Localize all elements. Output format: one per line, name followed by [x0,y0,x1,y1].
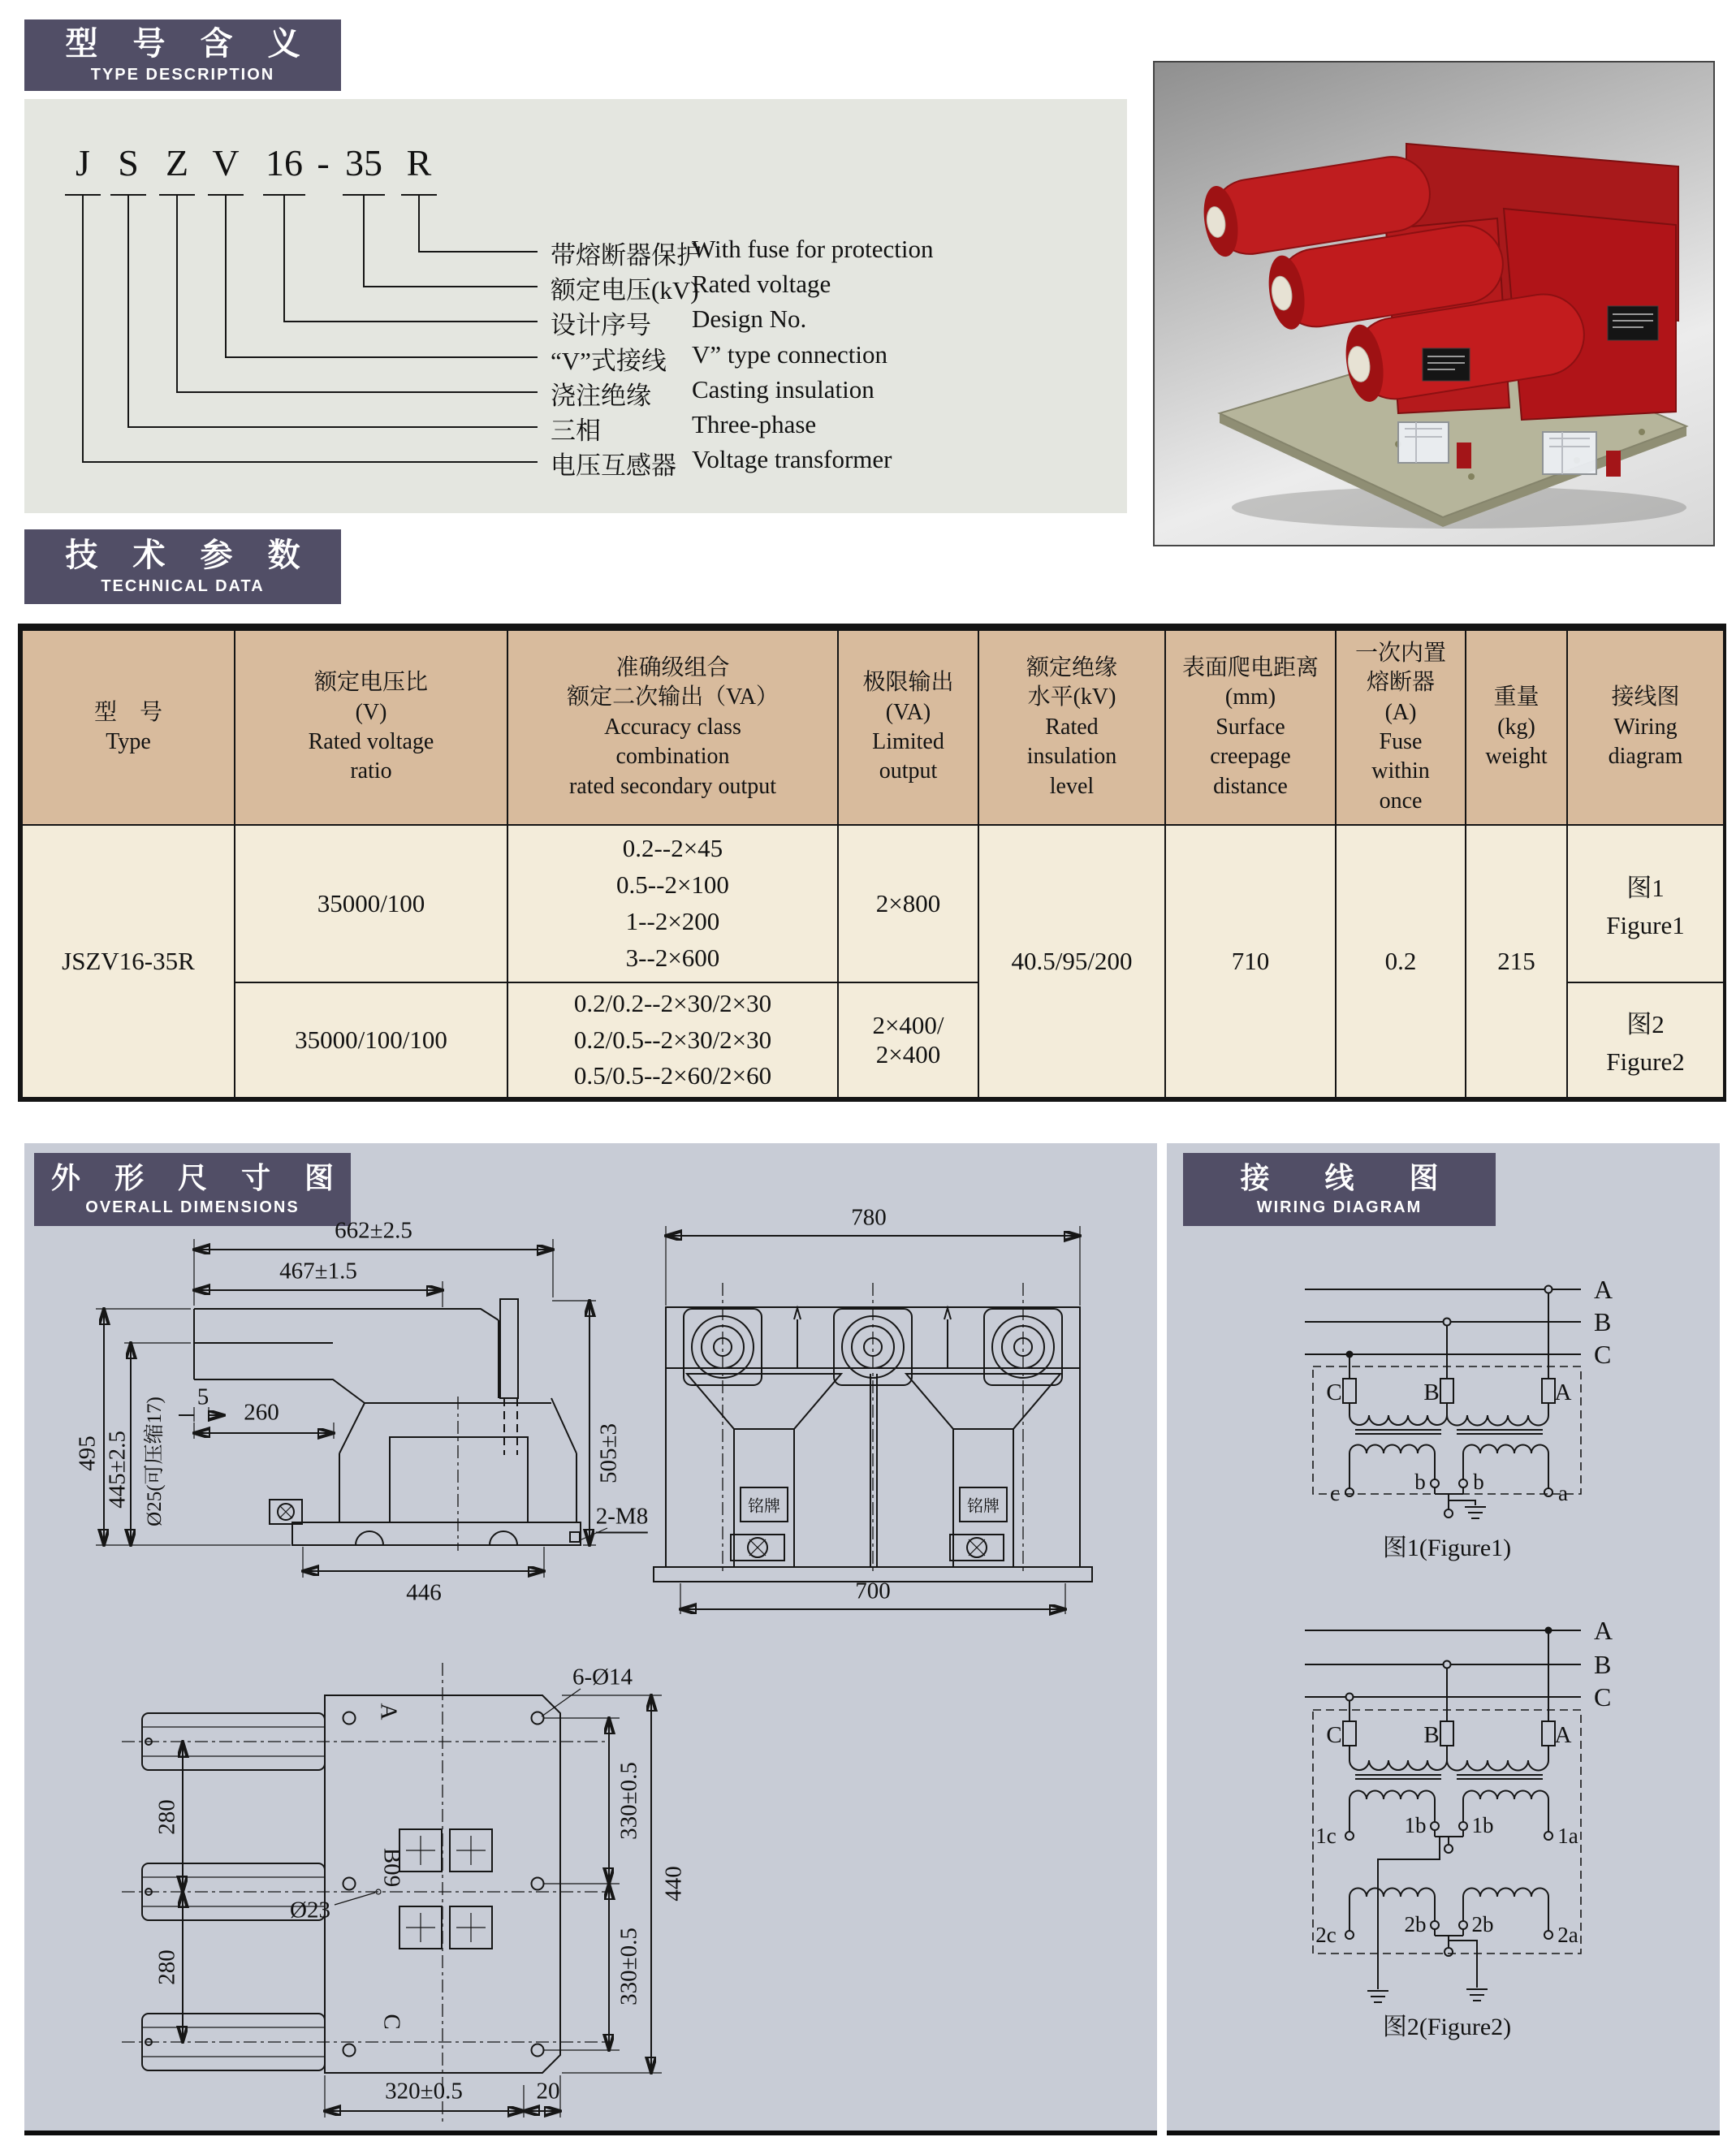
cell-type-value: JSZV16-35R [22,825,235,1098]
tech-section-header [24,529,341,604]
type-label-en: With fuse for protection [692,235,934,263]
dim-700: 700 [855,1578,891,1604]
type-code-char: 35 [345,142,382,183]
type-code-char: 16 [266,142,303,183]
fuse-label: C [1326,1722,1342,1748]
phase-b-label: B09 [378,1847,405,1888]
type-label-zh: 三相 [551,417,601,445]
dim-505: 505±3 [595,1423,622,1483]
dim-2m8: 2-M8 [596,1504,648,1534]
terminal-label: 2b [1471,1912,1494,1936]
type-code-char: V [212,142,240,183]
fuse-label: B [1423,1722,1440,1748]
dim-330a: 330±0.5 [615,1762,642,1840]
wiring-figure-2 [1183,1590,1703,2044]
type-label-en: Design No. [692,304,807,333]
type-label-en: Voltage transformer [692,445,892,473]
type-code-char: - [317,142,330,183]
bus-label: C [1594,1340,1612,1369]
col-creepage: 表面爬电距离 (mm) Surface creepage distance [1165,630,1336,825]
type-label-zh: 带熔断器保护 [551,241,702,270]
dim-320: 320±0.5 [385,2078,463,2105]
dim-6xd14: 6-Ø14 [572,1664,633,1690]
cell-insulation: 40.5/95/200 [978,825,1165,1098]
type-description-panel [24,99,1127,513]
cell-limited-1: 2×800 [838,825,978,982]
bus-label: B [1594,1650,1612,1679]
dim-5: 5 [196,1384,209,1410]
cell-ratio-2: 35000/100/100 [235,982,507,1098]
type-label-zh: “V”式接线 [551,347,667,375]
type-label-zh: 浇注绝缘 [551,382,651,410]
dims-title-zh: 外 形 尺 寸 图 [50,1161,347,1194]
bus-label: C [1594,1682,1612,1712]
product-photo-art [1155,63,1713,545]
nameplate-label: 铭牌 [748,1497,780,1516]
dim-dia23: Ø23 [290,1897,330,1923]
dim-280a: 280 [153,1799,180,1835]
side-view-drawing [49,1194,650,1616]
nameplate-label: 铭牌 [967,1497,1000,1516]
terminal-label: b [1473,1470,1484,1494]
dim-dia25: Ø25(可压缩17) [144,1397,166,1526]
product-photo [1153,61,1715,546]
bus-label: A [1594,1275,1613,1304]
wiring-panel [1167,1143,1720,2135]
terminal-label: 2b [1404,1912,1427,1936]
terminal-label: c [1330,1481,1340,1505]
dim-467: 467±1.5 [279,1258,357,1284]
dims-title-en: OVERALL DIMENSIONS [85,1198,300,1216]
type-code-char: R [406,142,432,183]
cell-accuracy-2: 0.2/0.2--2×30/2×30 0.2/0.5--2×30/2×30 0.5/0.5--2×60/2×60 [507,982,838,1098]
cell-figure-2: 图2 Figure2 [1567,982,1724,1098]
terminal-label: 1b [1471,1813,1494,1837]
terminal-label: 1c [1315,1824,1337,1848]
cell-weight: 215 [1466,825,1567,1098]
top-view-drawing [106,1647,698,2134]
fuse-label: A [1554,1722,1572,1748]
type-label-en: Three-phase [692,410,817,438]
terminal-label: 1a [1557,1824,1578,1848]
col-limited: 极限输出 (VA) Limited output [838,630,978,825]
figure1-caption: 图1(Figure1) [1382,1535,1512,1561]
col-wiring: 接线图 Wiring diagram [1567,630,1724,825]
cell-accuracy-1: 0.2--2×45 0.5--2×100 1--2×200 3--2×600 [507,825,838,982]
col-ratio: 额定电压比 (V) Rated voltage ratio [235,630,507,825]
type-code-char: S [118,142,139,183]
table-header-row [22,630,1724,825]
type-section-title-zh: 型 号 含 义 [65,26,313,62]
dim-445: 445±2.5 [104,1431,131,1509]
wiring-section-header [1183,1153,1496,1226]
terminal-label: a [1558,1481,1568,1505]
bus-label: A [1594,1616,1613,1645]
wiring-figure-1 [1183,1241,1703,1565]
dim-440: 440 [660,1866,687,1902]
phase-a-label: A [375,1703,402,1720]
terminal-label: 2a [1557,1923,1578,1947]
dim-446: 446 [406,1579,442,1606]
dim-260: 260 [244,1399,279,1426]
col-accuracy: 准确级组合 额定二次输出（VA） Accuracy class combination rated secondary output [507,630,838,825]
type-code-char: Z [165,142,189,183]
type-label-zh: 电压互感器 [551,451,676,480]
type-label-zh: 设计序号 [551,311,651,339]
terminal-label: 2c [1315,1923,1337,1947]
fuse-label: A [1554,1379,1572,1405]
dim-20: 20 [536,2078,560,2105]
fuse-label: B [1423,1379,1440,1405]
col-type: 型 号 Type [22,630,235,825]
type-label-en: Casting insulation [692,375,874,404]
terminal-label: 1b [1404,1813,1427,1837]
dimensions-panel [24,1143,1157,2135]
table-row [22,825,1724,982]
wiring-title-zh: 接 线 图 [1240,1161,1452,1194]
col-weight: 重量 (kg) weight [1466,630,1567,825]
bus-label: B [1594,1307,1612,1336]
front-view-drawing [609,1185,1153,1616]
cell-limited-2: 2×400/ 2×400 [838,982,978,1098]
dim-780: 780 [851,1204,887,1231]
type-label-en: V” type connection [692,340,888,369]
dim-280b: 280 [153,1949,180,1985]
type-section-title-en: TYPE DESCRIPTION [90,66,275,84]
technical-data-table [18,624,1726,1102]
dim-330b: 330±0.5 [615,1928,642,2005]
col-fuse: 一次内置 熔断器 (A) Fuse within once [1336,630,1466,825]
fuse-label: C [1326,1379,1342,1405]
type-section-header [24,19,341,91]
type-label-zh: 额定电压(kV) [551,276,699,304]
wiring-title-en: WIRING DIAGRAM [1256,1198,1423,1216]
cell-fuse: 0.2 [1336,825,1466,1098]
cell-creepage: 710 [1165,825,1336,1098]
col-insulation: 额定绝缘 水平(kV) Rated insulation level [978,630,1165,825]
terminal-label: b [1414,1470,1426,1494]
tech-section-title-zh: 技 术 参 数 [65,538,313,573]
figure2-caption: 图2(Figure2) [1382,2014,1512,2040]
tech-section-title-en: TECHNICAL DATA [101,577,265,595]
dim-662: 662±2.5 [335,1217,412,1244]
type-label-en: Rated voltage [692,270,831,298]
type-code-char: J [76,142,90,183]
cell-figure-1: 图1 Figure1 [1567,825,1724,982]
dim-495: 495 [74,1435,101,1471]
cell-ratio-1: 35000/100 [235,825,507,982]
phase-c-label: C [378,2014,405,2030]
